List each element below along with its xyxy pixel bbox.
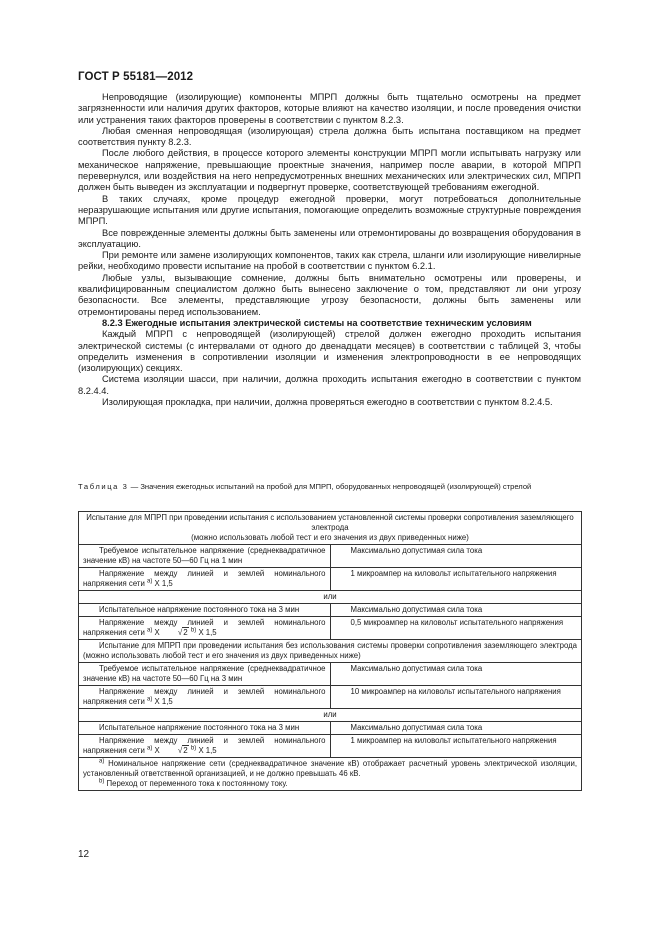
table-row — [79, 735, 582, 758]
table-row — [79, 640, 582, 663]
body-text — [78, 92, 581, 408]
table-row — [79, 591, 582, 604]
footnote-ref-a: а) — [147, 696, 153, 703]
footnote-b: $^{b)}$ Переход от переменного тока к постоянному току. — [99, 778, 288, 788]
table-row — [79, 758, 582, 791]
table-footnotes — [79, 758, 582, 791]
table-row — [79, 722, 582, 735]
paragraph: При ремонте или замене изолирующих компонентов, таких как стрела, шланги или изолирующие нивелирные рейки, необходимо провести испытание на пробой в соответствии с пунктом 6.2.1. — [78, 250, 581, 272]
table-row — [79, 686, 582, 709]
table-cell: Напряжение между линией и землей номинального напряжения сети $^{а)}$ Х 1,5 — [79, 568, 331, 591]
table-row — [79, 604, 582, 617]
table-cell: 1 микроампер на киловольт испытательного напряжения — [330, 568, 582, 591]
table-cell: Максимально допустимая сила тока — [330, 545, 582, 568]
table-cell: 10 микроампер на киловольт испытательного напряжения — [330, 686, 582, 709]
table-group-header: Испытание для МПРП при проведении испытания с использованием установленной системы проверки сопротивления заземляющего электрода (можно использовать любой тест и его значения из двух приведенных ниже) — [79, 512, 582, 545]
document-header: ГОСТ Р 55181—2012 — [78, 71, 194, 83]
table-row — [79, 663, 582, 686]
footnote-ref-a: а) — [147, 627, 153, 634]
paragraph: Все поврежденные элементы должны быть заменены или отремонтированы до возвращения оборудования в эксплуатацию. — [78, 227, 581, 249]
table-cell: Напряжение между линией и землей номинального напряжения сети $^{а)}$ Х √2 $^{b)}$ Х 1,5 — [79, 735, 331, 758]
table-cell: 0,5 микроампер на киловольт испытательного напряжения — [330, 617, 582, 640]
table-group-header: Испытание для МПРП при проведении испытания без использования системы проверки сопротивления заземляющего электрода (можно использовать любой тест и его значения из двух приведенных ниже) — [79, 640, 582, 663]
paragraph: Система изоляции шасси, при наличии, должна проходить испытания ежегодно в соответствии с пунктом 8.2.4.4. — [78, 374, 581, 396]
footnote-a: $^{а)}$ Номинальное напряжение сети (среднеквадратичное значение кВ) отображает расчетный уровень электрической изоляции, установленный ответственной организацией, и не должно превышать 46 кВ. — [83, 758, 577, 778]
table-row — [79, 568, 582, 591]
table-or-row: или — [79, 709, 582, 722]
table-row — [79, 709, 582, 722]
page-number: 12 — [78, 849, 90, 860]
sqrt-expression: √2 — [177, 628, 188, 637]
table-cell: Максимально допустимая сила тока — [330, 604, 582, 617]
table-cell: Испытательное напряжение постоянного тока на 3 мин — [79, 604, 331, 617]
table-label: Таблица 3 — [78, 482, 129, 491]
footnote-ref-b: b) — [190, 627, 197, 634]
table-cell: Максимально допустимая сила тока — [330, 722, 582, 735]
table-cell: Напряжение между линией и землей номинального напряжения сети $^{а)}$ Х √2 $^{b)}$ Х 1,5 — [79, 617, 331, 640]
paragraph: Изолирующая прокладка, при наличии, должна проверяться ежегодно в соответствии с пунктом 8.2.4.5. — [102, 397, 553, 408]
footnote-ref-a: а) — [147, 745, 153, 752]
table-row — [79, 545, 582, 568]
footnote-ref-a: а) — [147, 578, 153, 585]
paragraph: Непроводящие (изолирующие) компоненты МПРП должны быть тщательно осмотрены на предмет загрязненности или наличия других факторов, которые влияют на качество изоляции, и после проведения очистки или устранения таких факторов проверены в соответствии с пунктом 8.2.3. — [78, 92, 581, 125]
table-cell: Напряжение между линией и землей номинального напряжения сети $^{а)}$ Х 1,5 — [79, 686, 331, 709]
footnote-ref-b: b) — [190, 745, 197, 752]
table-cell: Испытательное напряжение постоянного тока на 3 мин — [79, 722, 331, 735]
paragraph: В таких случаях, кроме процедур ежегодной проверки, могут потребоваться дополнительные неразрушающие испытания или другие испытания, помогающие определить возможные структурные повреждения МПРП. — [78, 193, 581, 227]
paragraph: После любого действия, в процессе которого элементы конструкции МПРП могли испытывать нагрузку или механическое напряжение, превышающие проектные значения, например после аварии, в которой МПРП перевернулся, или воздействия на него непредусмотренных внешних механических или электрических сил, МПРП должен быть выведен из эксплуатации и подвергнут проверке, соответствующей требованиям ежегодной. — [78, 148, 581, 193]
table-3 — [78, 511, 582, 791]
sqrt-expression: √2 — [177, 746, 188, 755]
table-row — [79, 512, 582, 545]
table-cell: Требуемое испытательное напряжение (среднеквадратичное значение кВ) на частоте 50—60 Гц на 3 мин — [79, 663, 331, 686]
section-title: 8.2.3 Ежегодные испытания электрической системы на соответствие техническим условиям — [102, 317, 532, 328]
paragraph: Любая сменная непроводящая (изолирующая) стрела должна быть испытана поставщиком на предмет соответствия пункту 8.2.3. — [78, 125, 581, 148]
table-cell: Требуемое испытательное напряжение (среднеквадратичное значение кВ) на частоте 50—60 Гц на 1 мин — [79, 545, 331, 568]
table-row — [79, 617, 582, 640]
table-or-row: или — [79, 591, 582, 604]
table-caption — [78, 481, 582, 492]
table-cell: 1 микроампер на киловольт испытательного напряжения — [330, 735, 582, 758]
paragraph: Каждый МПРП с непроводящей (изолирующей) стрелой должен ежегодно проходить испытания электрической системы (с интервалами от одного до двенадцати месяцев) в соответствии с таблицей 3, чтобы определить изменения в сопротивлении изоляции и изменения электропроводности в ее непроводящих (изолирующих) секциях. — [78, 329, 581, 374]
paragraph: Любые узлы, вызывающие сомнение, должны быть внимательно осмотрены или проверены, и квалифицированным специалистом должно быть вынесено заключение о том, представляют ли они угрозу безопасности. Все элементы, представляющие угрозу безопасности, должны быть заменены или отремонтированы перед использованием. — [78, 272, 581, 317]
table-cell: Максимально допустимая сила тока — [330, 663, 582, 686]
table-caption-text: — Значения ежегодных испытаний на пробой для МПРП, оборудованных непроводящей (изолирующей) стрелой — [128, 482, 532, 491]
